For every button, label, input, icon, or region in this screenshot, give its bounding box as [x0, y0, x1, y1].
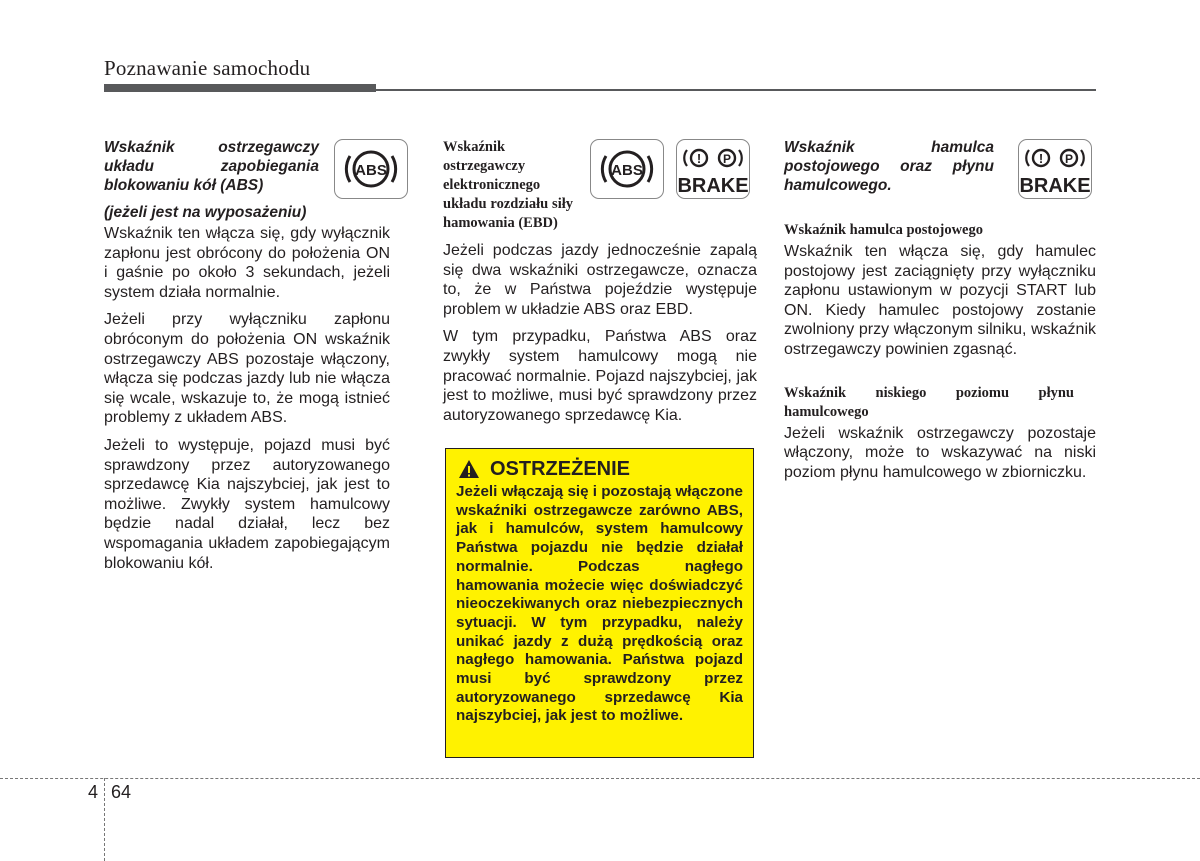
section-number: 4	[88, 782, 99, 802]
svg-text:P: P	[1064, 152, 1074, 166]
abs-section-title: Wskaźnik ostrzegawczy układu zapobiegania blokowaniu kół (ABS)	[104, 139, 319, 194]
abs-paragraph: Jeżeli przy wyłączniku zapłonu obróconym do położenia ON wskaźnik ostrzegawczy ABS pozostaje włączony, włącza się podczas jazdy lub nie włącza się wcale, wskazuje to, że mogą istnieć problemy z układem ABS.	[104, 311, 390, 427]
abs-icon-label: ABS	[611, 162, 643, 179]
abs-icon-label: ABS	[355, 162, 387, 179]
ebd-paragraph: W tym przypadku, Państwa ABS oraz zwykły system hamulcowy mogą nie pracować normalnie. Pojazd najszybciej, jak jest to możliwe, musi być sprawdzony przez autoryzowanego sprzedawcę Kia.	[443, 328, 757, 424]
parking-brake-section-title: Wskaźnik hamulca postojowego oraz płynu hamulcowego.	[784, 139, 994, 194]
page-number: 64	[111, 782, 132, 802]
abs-section-subtitle: (jeżeli jest na wyposażeniu)	[104, 204, 307, 221]
warning-title-row	[458, 457, 743, 481]
brake-warning-icon	[676, 139, 750, 199]
warning-title: OSTRZEŻENIE	[490, 458, 631, 480]
warning-text: Jeżeli włączają się i pozostają włączone wskaźniki ostrzegawcze zarówno ABS, jak i hamulców, system hamulcowy Państwa pojazdu nie będzie działał normalnie. Podczas nagłego hamowania możecie więc doświadczyć nieoczekiwanych oraz niebezpiecznych sytuacji. W tym przypadku, należy unikać jazdy z dużą prędkością oraz nagłego hamowania. Państwa pojazd musi być sprawdzony przez autoryzowanego sprzedawcę Kia najszybciej, jak jest to możliwe.	[456, 483, 743, 725]
brake-fluid-subtitle: Wskaźnik niskiego poziomu płynu hamulcowego	[784, 384, 1074, 420]
svg-text:P: P	[722, 152, 732, 166]
abs-section	[104, 138, 390, 581]
ebd-paragraph: Jeżeli podczas jazdy jednocześnie zapalą się dwa wskaźniki ostrzegawcze, oznacza to, że w Państwa pojeździe występuje problem w układzie ABS oraz EBD.	[443, 242, 757, 318]
brake-icon-label: BRAKE	[1019, 175, 1091, 197]
page-header-title: Poznawanie samochodu	[104, 56, 311, 80]
footer-divider	[104, 778, 105, 861]
abs-paragraph: Jeżeli to występuje, pojazd musi być sprawdzony przez autoryzowanego sprzedawcę Kia najszybciej, jak jest to możliwe. Zwykły system hamulcowy będzie nadal działał, lecz bez wspomagania układem zapobiegającym blokowaniu kół.	[104, 436, 390, 572]
warning-box	[445, 448, 754, 758]
abs-paragraph: Wskaźnik ten włącza się, gdy wyłącznik zapłonu jest obrócony do położenia ON i gaśnie po około 3 sekundach, jeżeli system działa normalnie.	[104, 225, 390, 301]
warning-triangle-icon	[458, 459, 480, 479]
parking-brake-text: Wskaźnik ten włącza się, gdy hamulec postojowy jest zaciągnięty przy wyłączniku zapłonu ustawionym w pozycji START lub ON. Kiedy hamulec postojowy zostanie zwolniony przy włączonym silniku, wskaźnik ostrzegawczy powinien zgasnąć.	[784, 243, 1096, 358]
brake-warning-icon	[1018, 139, 1092, 199]
header-rule	[376, 89, 1096, 91]
brake-fluid-text: Jeżeli wskaźnik ostrzegawczy pozostaje włączony, może to wskazywać na niski poziom płynu hamulcowego w zbiorniczku.	[784, 424, 1096, 481]
abs-warning-icon	[334, 139, 408, 199]
abs-warning-icon	[590, 139, 664, 199]
parking-brake-subtitle: Wskaźnik hamulca postojowego	[784, 222, 983, 238]
ebd-section-title: Wskaźnik ostrzegawczy elektronicznego układu rozdziału siły hamowania (EBD)	[443, 139, 573, 231]
brake-icon-label: BRAKE	[677, 175, 749, 197]
svg-text:!: !	[1038, 151, 1044, 166]
svg-text:!: !	[696, 151, 702, 166]
footer-rule	[0, 778, 1200, 779]
header-bar	[104, 84, 376, 92]
